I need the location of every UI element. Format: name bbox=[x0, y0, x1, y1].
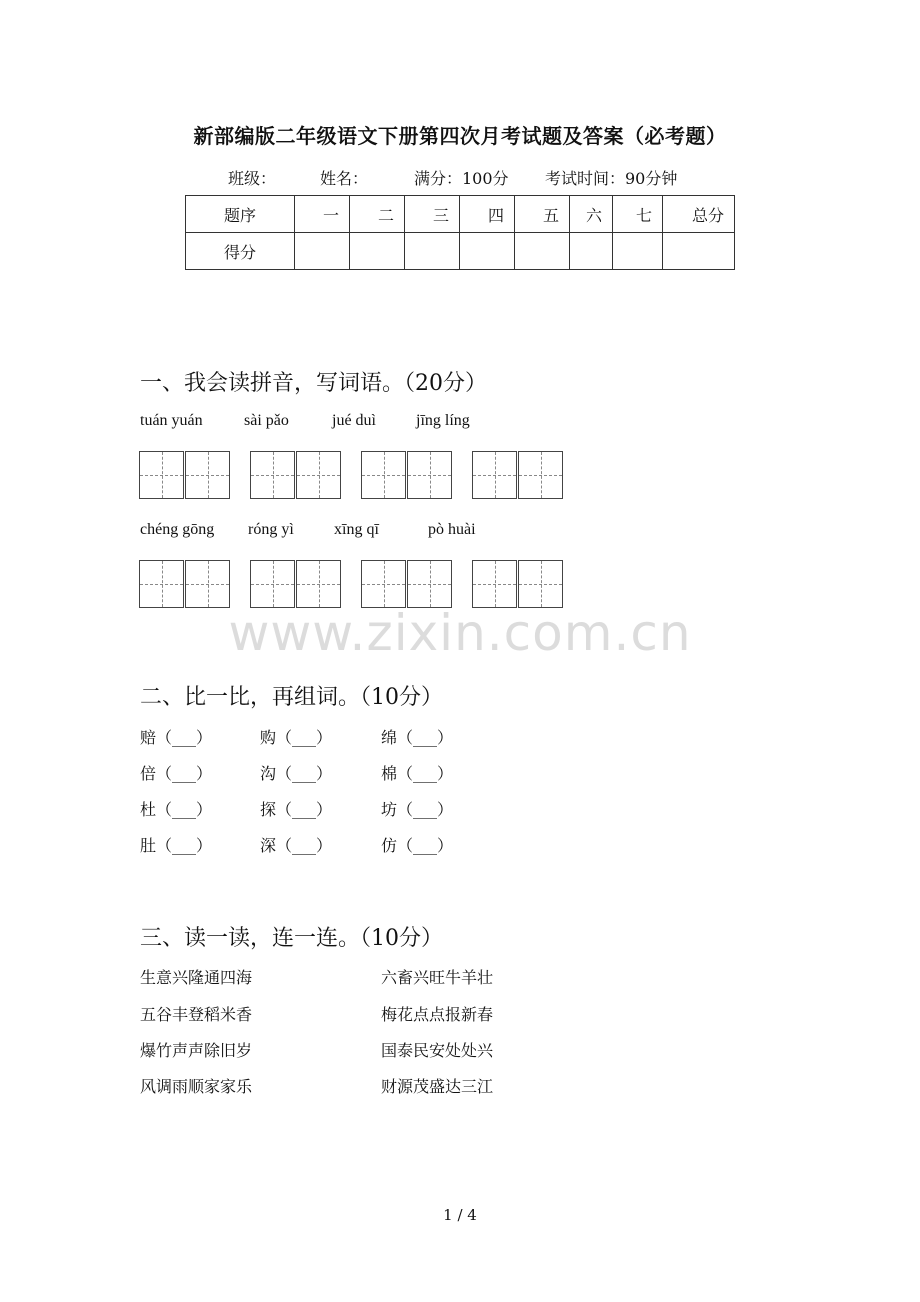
match-left-item[interactable]: 生意兴隆通四海 bbox=[140, 968, 253, 987]
score-cell[interactable] bbox=[570, 233, 613, 270]
score-cell[interactable] bbox=[295, 233, 350, 270]
compare-item: 倍（___） bbox=[140, 764, 213, 783]
pinyin-4: jīng líng bbox=[416, 412, 470, 429]
writing-cell[interactable] bbox=[518, 451, 563, 499]
pinyin-3: jué duì bbox=[332, 412, 376, 429]
writing-cell[interactable] bbox=[139, 451, 184, 499]
page-title: 新部编版二年级语文下册第四次月考试题及答案（必考题） bbox=[193, 124, 727, 148]
score-cell[interactable] bbox=[405, 233, 460, 270]
class-label: 班级： bbox=[228, 169, 277, 188]
match-right-item[interactable]: 财源茂盛达三江 bbox=[381, 1077, 494, 1096]
compare-item: 仿（___） bbox=[381, 836, 454, 855]
watermark: www.zixin.com.cn bbox=[228, 604, 692, 662]
writing-cell[interactable] bbox=[250, 560, 295, 608]
pinyin-8: pò huài bbox=[428, 521, 476, 538]
match-left-item[interactable]: 风调雨顺家家乐 bbox=[140, 1077, 253, 1096]
writing-cell[interactable] bbox=[361, 560, 406, 608]
score-table-score-row bbox=[186, 233, 735, 270]
writing-cell[interactable] bbox=[407, 451, 452, 499]
writing-cell[interactable] bbox=[296, 451, 341, 499]
writing-cell[interactable] bbox=[472, 560, 517, 608]
section1-heading: 一、我会读拼音，写词语。（20分） bbox=[140, 371, 487, 396]
writing-cell[interactable] bbox=[407, 560, 452, 608]
writing-cell[interactable] bbox=[185, 560, 230, 608]
section3-heading: 三、读一读，连一连。（10分） bbox=[140, 926, 443, 951]
score-cell[interactable] bbox=[350, 233, 405, 270]
match-right-item[interactable]: 六畜兴旺牛羊壮 bbox=[381, 968, 494, 987]
page-number: 1 / 4 bbox=[443, 1206, 477, 1224]
header-7: 七 bbox=[613, 196, 663, 233]
compare-item: 杜（___） bbox=[140, 800, 213, 819]
header-total: 总分 bbox=[663, 196, 735, 233]
header-1: 一 bbox=[295, 196, 350, 233]
score-table bbox=[185, 195, 735, 270]
section2-heading: 二、比一比，再组词。（10分） bbox=[140, 685, 443, 710]
match-right-item[interactable]: 梅花点点报新春 bbox=[381, 1005, 494, 1024]
header-2: 二 bbox=[350, 196, 405, 233]
match-left-item[interactable]: 五谷丰登稻米香 bbox=[140, 1005, 253, 1024]
compare-item: 购（___） bbox=[260, 728, 333, 747]
score-table-header-row bbox=[186, 196, 735, 233]
name-label: 姓名： bbox=[320, 169, 369, 188]
writing-cell[interactable] bbox=[361, 451, 406, 499]
score-cell[interactable] bbox=[613, 233, 663, 270]
row-label-order: 题序 bbox=[186, 196, 295, 233]
pinyin-1: tuán yuán bbox=[140, 412, 203, 429]
compare-item: 探（___） bbox=[260, 800, 333, 819]
pinyin-6: róng yì bbox=[248, 521, 294, 538]
header-3: 三 bbox=[405, 196, 460, 233]
exam-time: 考试时间：90分钟 bbox=[545, 169, 678, 188]
writing-cell[interactable] bbox=[185, 451, 230, 499]
writing-cell[interactable] bbox=[296, 560, 341, 608]
pinyin-7: xīng qī bbox=[334, 521, 379, 538]
score-cell[interactable] bbox=[515, 233, 570, 270]
row-label-score: 得分 bbox=[186, 233, 295, 270]
compare-item: 肚（___） bbox=[140, 836, 213, 855]
match-right-item[interactable]: 国泰民安处处兴 bbox=[381, 1041, 494, 1060]
writing-cell[interactable] bbox=[518, 560, 563, 608]
pinyin-2: sài pǎo bbox=[244, 412, 289, 429]
compare-item: 赔（___） bbox=[140, 728, 213, 747]
writing-cell[interactable] bbox=[139, 560, 184, 608]
compare-item: 绵（___） bbox=[381, 728, 454, 747]
compare-item: 深（___） bbox=[260, 836, 333, 855]
compare-item: 棉（___） bbox=[381, 764, 454, 783]
match-left-item[interactable]: 爆竹声声除旧岁 bbox=[140, 1041, 253, 1060]
score-cell[interactable] bbox=[663, 233, 735, 270]
score-cell[interactable] bbox=[460, 233, 515, 270]
header-5: 五 bbox=[515, 196, 570, 233]
writing-cell[interactable] bbox=[472, 451, 517, 499]
header-6: 六 bbox=[570, 196, 613, 233]
header-4: 四 bbox=[460, 196, 515, 233]
compare-item: 坊（___） bbox=[381, 800, 454, 819]
compare-item: 沟（___） bbox=[260, 764, 333, 783]
writing-cell[interactable] bbox=[250, 451, 295, 499]
full-score: 满分：100分 bbox=[414, 169, 509, 188]
pinyin-5: chéng gōng bbox=[140, 521, 215, 538]
